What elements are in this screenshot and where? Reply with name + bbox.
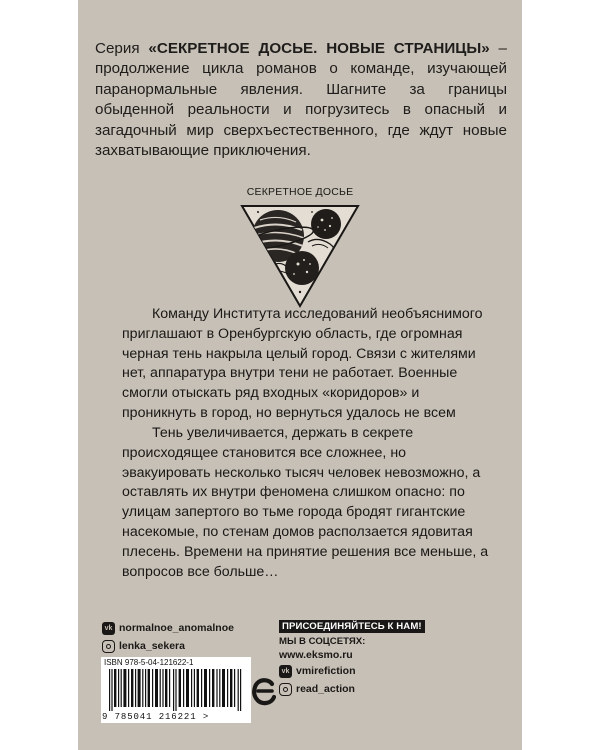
publisher-vk-handle: vmirefiction [296,665,356,677]
series-title: «СЕКРЕТНОЕ ДОСЬЕ. НОВЫЕ СТРАНИЦЫ» [148,40,490,57]
vk-icon: vk [279,665,292,678]
author-social-instagram[interactable] [102,638,234,654]
publisher-instagram-handle: read_action [296,683,355,695]
join-us-banner: ПРИСОЕДИНЯЙТЕСЬ К НАМ! [279,620,425,633]
vk-icon: vk [102,622,115,635]
barcode-digits: 9 785041 216221 > [102,712,210,722]
description-paragraph-1 [122,305,492,424]
intro-text: – продолжение цикла романов о команде, изучающей паранормальные явления. Шагните за границы обыденной реальности и погрузитесь в опасный и загадочный мир сверхъестественного, где ждут новые захватывающие приключения. [95,40,507,160]
instagram-icon [102,640,115,653]
paragraph-1-text: Команду Института исследований необъяснимого приглашают в Оренбургскую область, где огромная черная тень накрыла целый город. Связи с жителями нет, аппаратура внутри тени не работает. Военные смогли отыскать ряд входных «коридоров» и проникнуть в город, но вернуться удалось не всем [122,306,483,421]
barcode-bars [109,669,243,711]
paragraph-2-text: Тень увеличивается, держать в секрете происходящее становится все сложнее, но эвакуировать несколько тысяч человек невозможно, а оставлять их внутри феномена слишком опасно: по улицам запертого во тьме города бродят гигантские насекомые, по стенам домов расползается ядовитая плесень. Времени на принятие решения все меньше, а вопросов все больше… [122,425,489,580]
author-instagram-handle: lenka_sekera [119,640,185,652]
author-vk-handle: normalnoe_anomalnoe [119,622,234,634]
intro-prefix: Серия [95,40,149,57]
triangle-planets-emblem-icon [238,202,362,310]
instagram-icon [279,683,292,696]
description-paragraph-2 [122,424,492,582]
series-intro [95,39,507,161]
publisher-website-link[interactable]: www.eksmo.ru [279,649,353,661]
emblem-label: СЕКРЕТНОЕ ДОСЬЕ [246,186,354,198]
isbn-text: ISBN 978-5-04-121622-1 [104,658,194,667]
author-social-links [102,620,234,656]
publisher-social [279,620,425,697]
publisher-social-vk[interactable] [279,663,425,679]
author-social-vk[interactable] [102,620,234,636]
publisher-social-instagram[interactable] [279,681,425,697]
barcode [101,657,251,723]
social-label: МЫ В СОЦСЕТЯХ: [279,636,366,647]
eksmo-logo-icon [252,676,276,706]
